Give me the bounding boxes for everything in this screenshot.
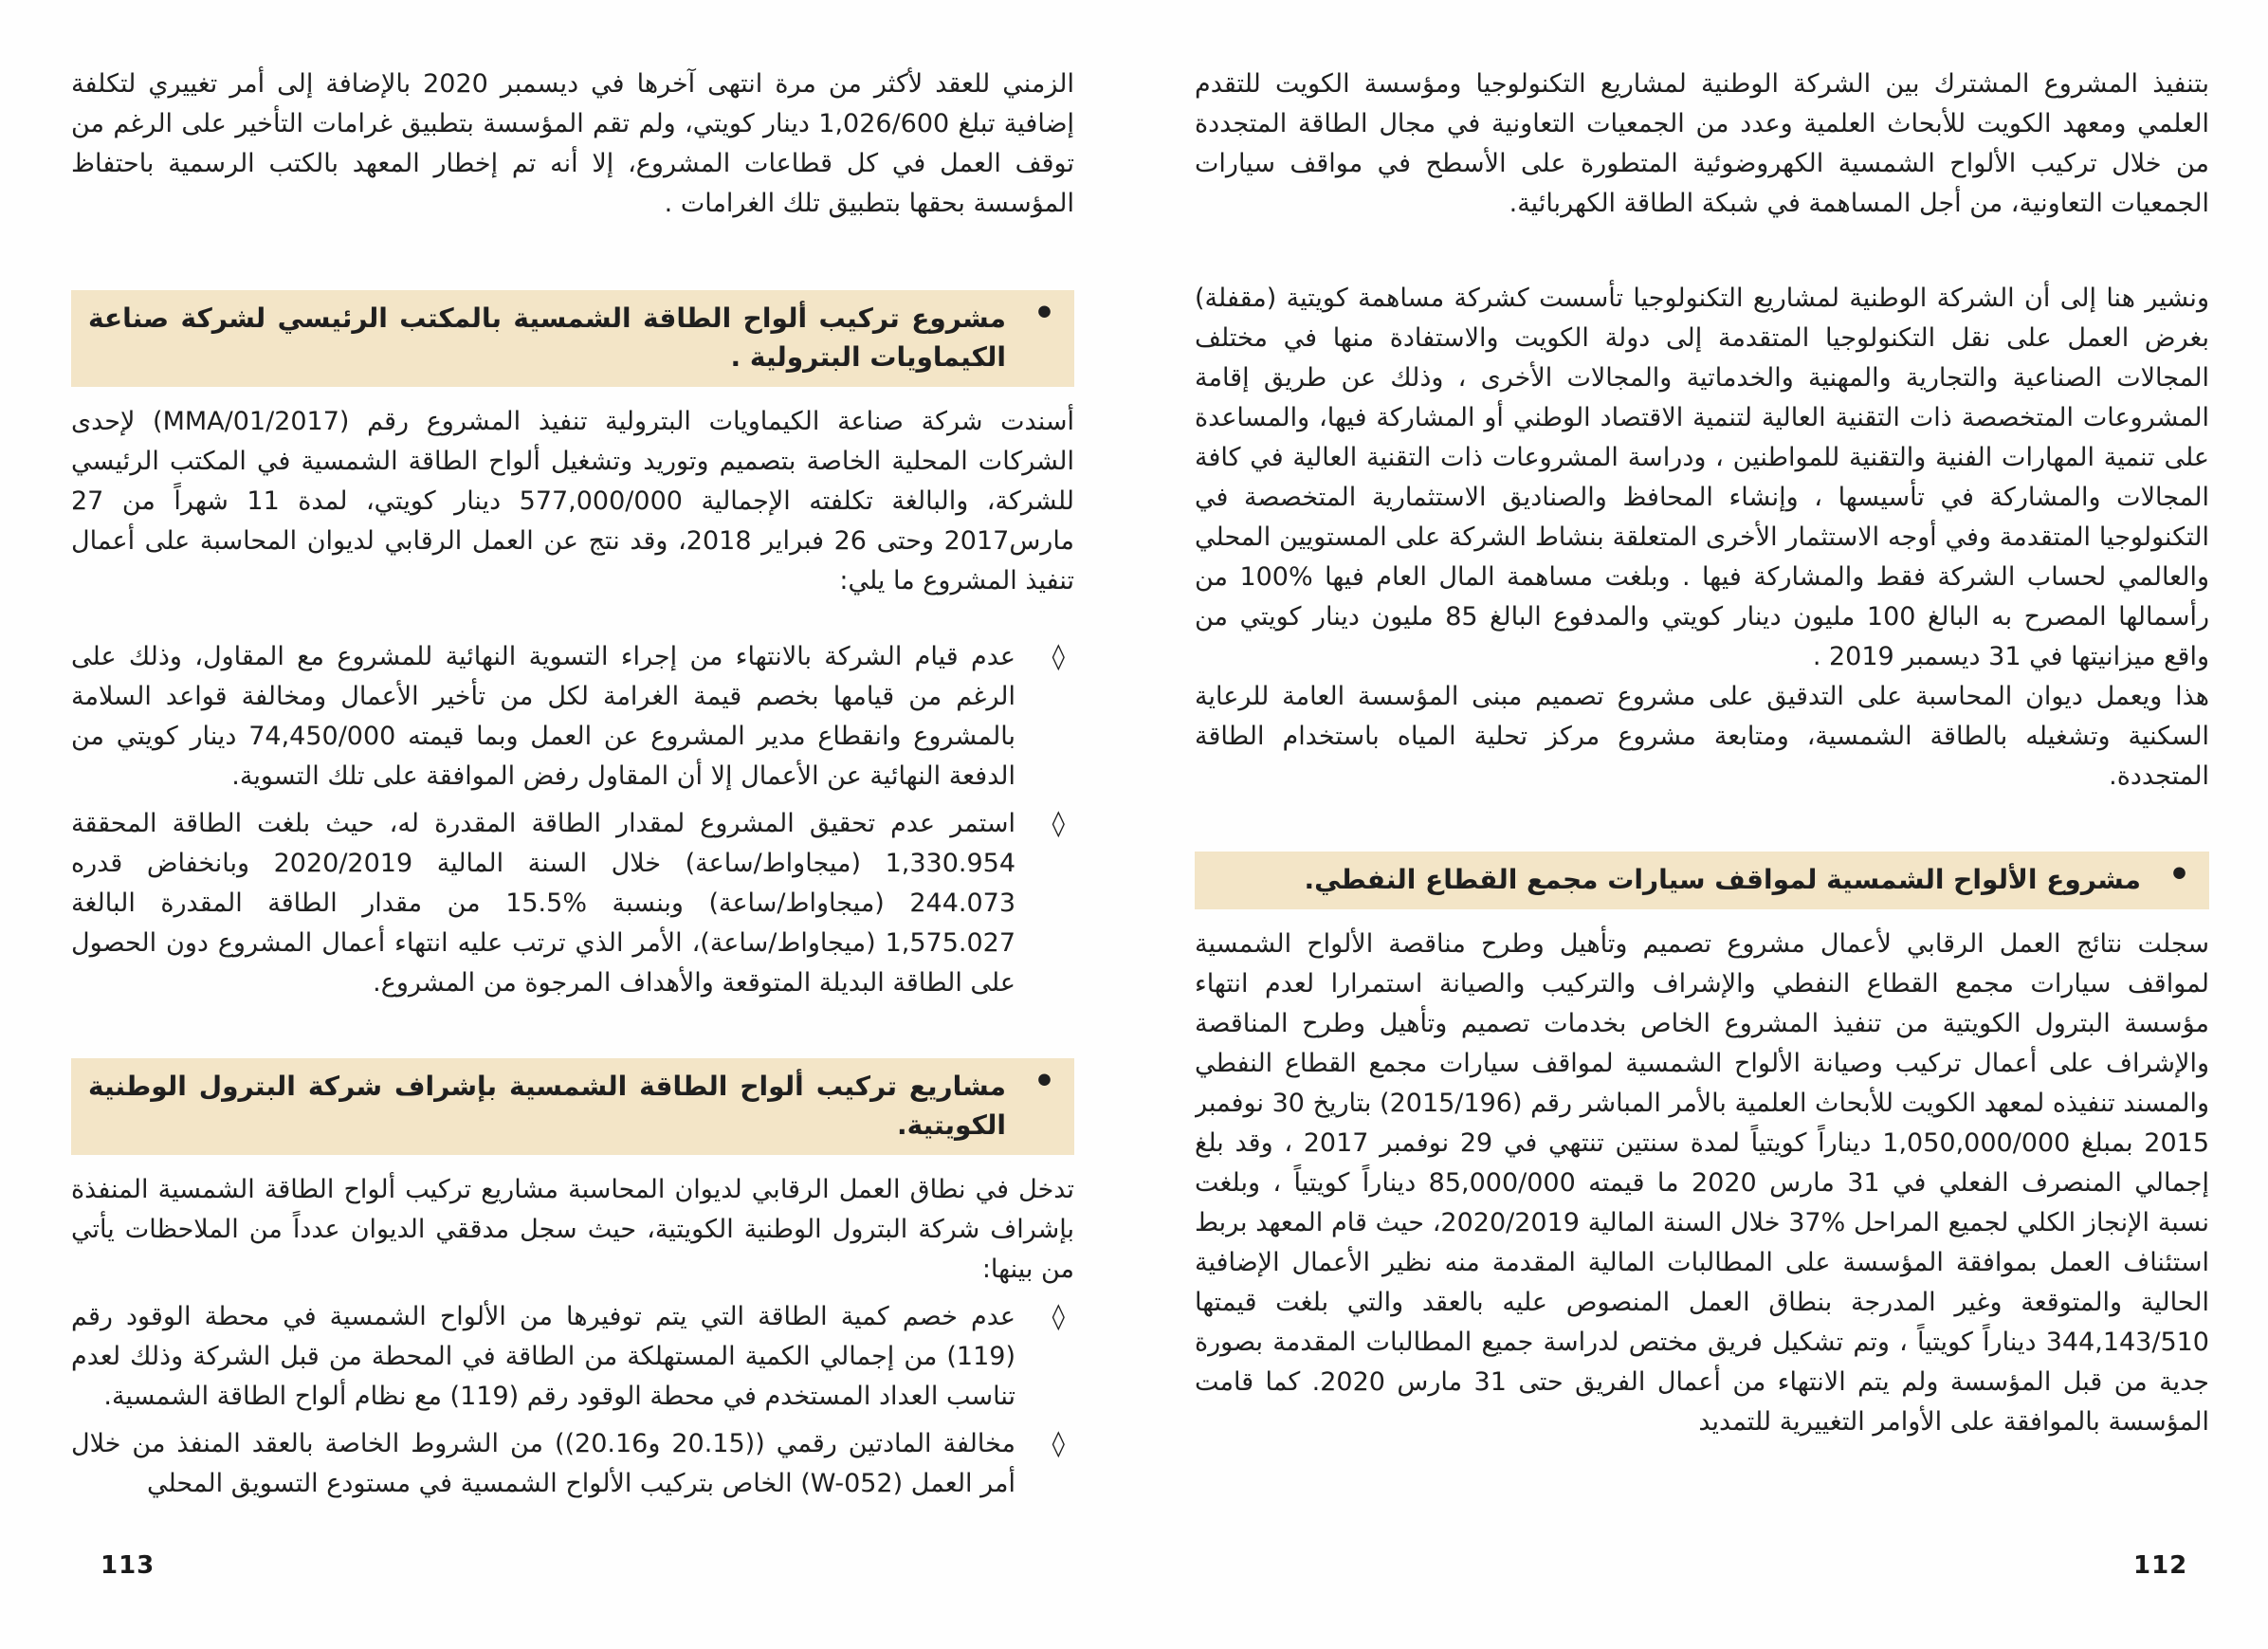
diamond-bullet-icon: ◊ (1052, 1302, 1065, 1331)
section-heading-text: مشروع الألواح الشمسية لمواقف سيارات مجمع القطاع النفطي. (1304, 864, 2141, 895)
bullet-icon: • (1033, 1062, 1055, 1101)
section-heading-knpc (71, 1058, 1074, 1155)
list-item (71, 637, 1074, 797)
paragraph: الزمني للعقد لأكثر من مرة انتهى آخرها في ديسمبر 2020 بالإضافة إلى أمر تغييري لتكلفة إضافية تبلغ 1,026/600 دينار كويتي، ولم تقم المؤسسة بتطبيق غرامات التأخير على الرغم من توقف العمل في كل قطاعات المشروع، إلا أنه تم إخطار المعهد بالكتب الرسمية باحتفاظ المؤسسة بحقها بتطبيق تلك الغرامات . (71, 69, 1074, 218)
section-heading-text: مشاريع تركيب ألواح الطاقة الشمسية بإشراف شركة البترول الوطنية الكويتية. (88, 1071, 1006, 1141)
paragraph: أسندت شركة صناعة الكيماويات البترولية تنفيذ المشروع رقم (MMA/01/2017) لإحدى الشركات المحلية الخاصة بتصميم وتوريد وتشغيل ألواح الطاقة الشمسية في المكتب الرئيسي للشركة، والبالغة تكلفته الإجمالية 577,000/000 دينار كويتي، لمدة 11 شهراً من 27 مارس2017 وحتى 26 فبراير 2018، وقد نتج عن العمل الرقابي لديوان المحاسبة على أعمال تنفيذ المشروع ما يلي: (71, 407, 1074, 595)
bullet-icon: • (1033, 294, 1055, 333)
page-number-right: 112 (2133, 1551, 2188, 1580)
list-item-text: مخالفة المادتين رقمي ((20.15 و20.16)) من الشروط الخاصة بالعقد المنفذ من خلال أمر العمل (W-052) الخاص بتركيب الألواح الشمسية في مستودع التسويق المحلي (71, 1429, 1016, 1498)
bullet-icon: • (2167, 855, 2190, 894)
page-113 (71, 64, 1074, 1559)
diamond-bullet-icon: ◊ (1052, 809, 1065, 838)
diamond-bullet-icon: ◊ (1052, 1429, 1065, 1458)
paragraph: سجلت نتائج العمل الرقابي لأعمال مشروع تصميم وتأهيل وطرح مناقصة الألواح الشمسية لمواقف سيارات مجمع القطاع النفطي والإشراف والتركيب والصيانة استمرارا لعدم انتهاء مؤسسة البترول الكويتية من تنفيذ المشروع الخاص بخدمات تصميم وتأهيل وطرح المناقصة والإشراف على أعمال تركيب وصيانة الألواح الشمسية لمواقف سيارات مجمع القطاع النفطي والمسند تنفيذه لمعهد الكويت للأبحاث العلمية بالأمر المباشر رقم (2015/196) بتاريخ 30 نوفمبر 2015 بمبلغ 1,050,000/000 ديناراً كويتياً لمدة سنتين تنتهي في 29 نوفمبر 2017 ، وقد بلغ إجمالي المنصرف الفعلي في 31 مارس 2020 ما قيمته 85,000/000 ديناراً كويتياً ، وبلغت نسبة الإنجاز الكلي لجميع المراحل %37 خلال السنة المالية 2020/2019، حيث قام المعهد بربط استئناف العمل بموافقة المؤسسة على المطالبات المالية المقدمة منه نظير الأعمال الإضافية الحالية والمتوقعة وغير المدرجة بنطاق العمل المنصوص عليه بالعقد والتي بلغت قيمتها 344,143/510 ديناراً كويتياً ، وتم تشكيل فريق مختص لدراسة جميع المطالبات المقدمة بصورة جدية من قبل المؤسسة ولم يتم الانتهاء من أعمال الفريق حتى 31 مارس 2020. كما قامت المؤسسة بالموافقة على الأوامر التغييرية للتمديد (1195, 929, 2209, 1437)
list-item (71, 1297, 1074, 1417)
list-item-text: عدم قيام الشركة بالانتهاء من إجراء التسوية النهائية للمشروع مع المقاول، وذلك على الرغم من قيامها بخصم قيمة الغرامة لكل من تأخير الأعمال ومخالفة قواعد السلامة بالمشروع وانقطاع مدير المشروع عن العمل وبما قيمته 74,450/000 دينار كويتي من الدفعة النهائية عن الأعمال إلا أن المقاول رفض الموافقة على تلك التسوية. (71, 642, 1015, 791)
list-item-text: عدم خصم كمية الطاقة التي يتم توفيرها من الألواح الشمسية في محطة الوقود رقم (119) من إجمالي الكمية المستهلكة من الطاقة في المحطة من قبل الشركة وذلك لعدم تناسب العداد المستخدم في محطة الوقود رقم (119) مع نظام ألواح الطاقة الشمسية. (71, 1302, 1015, 1411)
section-heading-text: مشروع تركيب ألواح الطاقة الشمسية بالمكتب الرئيسي لشركة صناعة الكيماويات البترولية . (88, 302, 1006, 373)
list-item-text: استمر عدم تحقيق المشروع لمقدار الطاقة المقدرة له، حيث بلغت الطاقة المحققة 1,330.954 (ميجاواط/ساعة) خلال السنة المالية 2020/2019 وبانخفاض قدره 244.073 (ميجاواط/ساعة) وبنسبة %15.5 من مقدار الطاقة المقدرة البالغة 1,575.027 (ميجاواط/ساعة)، الأمر الذي ترتب عليه انتهاء أعمال المشروع دون الحصول على الطاقة البديلة المتوقعة والأهداف المرجوة من المشروع. (71, 809, 1016, 998)
section-heading-oil-sector (1195, 852, 2209, 909)
paragraph: تدخل في نطاق العمل الرقابي لديوان المحاسبة مشاريع تركيب ألواح الطاقة الشمسية المنفذة بإشراف شركة البترول الوطنية الكويتية، حيث سجل مدققي الديوان عدداً من الملاحظات يأتي من بينها: (71, 1175, 1074, 1284)
diamond-bullet-icon: ◊ (1052, 642, 1065, 671)
paragraph: بتنفيذ المشروع المشترك بين الشركة الوطنية لمشاريع التكنولوجيا ومؤسسة الكويت للتقدم العلمي ومعهد الكويت للأبحاث العلمية وعدد من الجمعيات التعاونية في مجال الطاقة المتجددة من خلال تركيب الألواح الشمسية الكهروضوئية المتطورة على الأسطح في مواقف سيارات الجمعيات التعاونية، من أجل المساهمة في شبكة الطاقة الكهربائية. (1195, 69, 2209, 218)
paragraph: هذا ويعمل ديوان المحاسبة على التدقيق على مشروع تصميم مبنى المؤسسة العامة للرعاية السكنية وتشغيله بالطاقة الشمسية، ومتابعة مشروع مركز تحلية المياه باستخدام الطاقة المتجددة. (1195, 682, 2209, 791)
page-number-left: 113 (101, 1551, 155, 1580)
paragraph: ونشير هنا إلى أن الشركة الوطنية لمشاريع التكنولوجيا تأسست كشركة مساهمة كويتية (مقفلة) بغرض العمل على نقل التكنولوجيا المتقدمة إلى دولة الكويت والاستفادة منها في مختلف المجالات الصناعية والتجارية والمهنية والخدماتية والمجالات الأخرى ، وذلك عن طريق إقامة المشروعات المتخصصة ذات التقنية العالية لتنمية الاقتصاد الوطني أو المشاركة فيها، والمساعدة على تنمية المهارات الفنية والتقنية للمواطنين ، ودراسة المشروعات ذات التقنية العالية في كافة المجالات والمشاركة في تأسيسها ، وإنشاء المحافظ والصناديق الاستثمارية المتخصصة في التكنولوجيا المتقدمة وفي أوجه الاستثمار الأخرى المتعلقة بنشاط الشركة على المستويين المحلي والعالمي لحساب الشركة فقط والمشاركة فيها . وبلغت مساهمة المال العام فيها %100 من رأسمالها المصرح به البالغ 100 مليون دينار كويتي والمدفوع البالغ 85 مليون دينار كويتي من واقع ميزانيتها في 31 ديسمبر 2019 . (1195, 284, 2209, 671)
page-112 (1195, 64, 2209, 1559)
section-heading-pcic (71, 290, 1074, 387)
list-item (71, 1424, 1074, 1504)
list-item (71, 804, 1074, 1003)
